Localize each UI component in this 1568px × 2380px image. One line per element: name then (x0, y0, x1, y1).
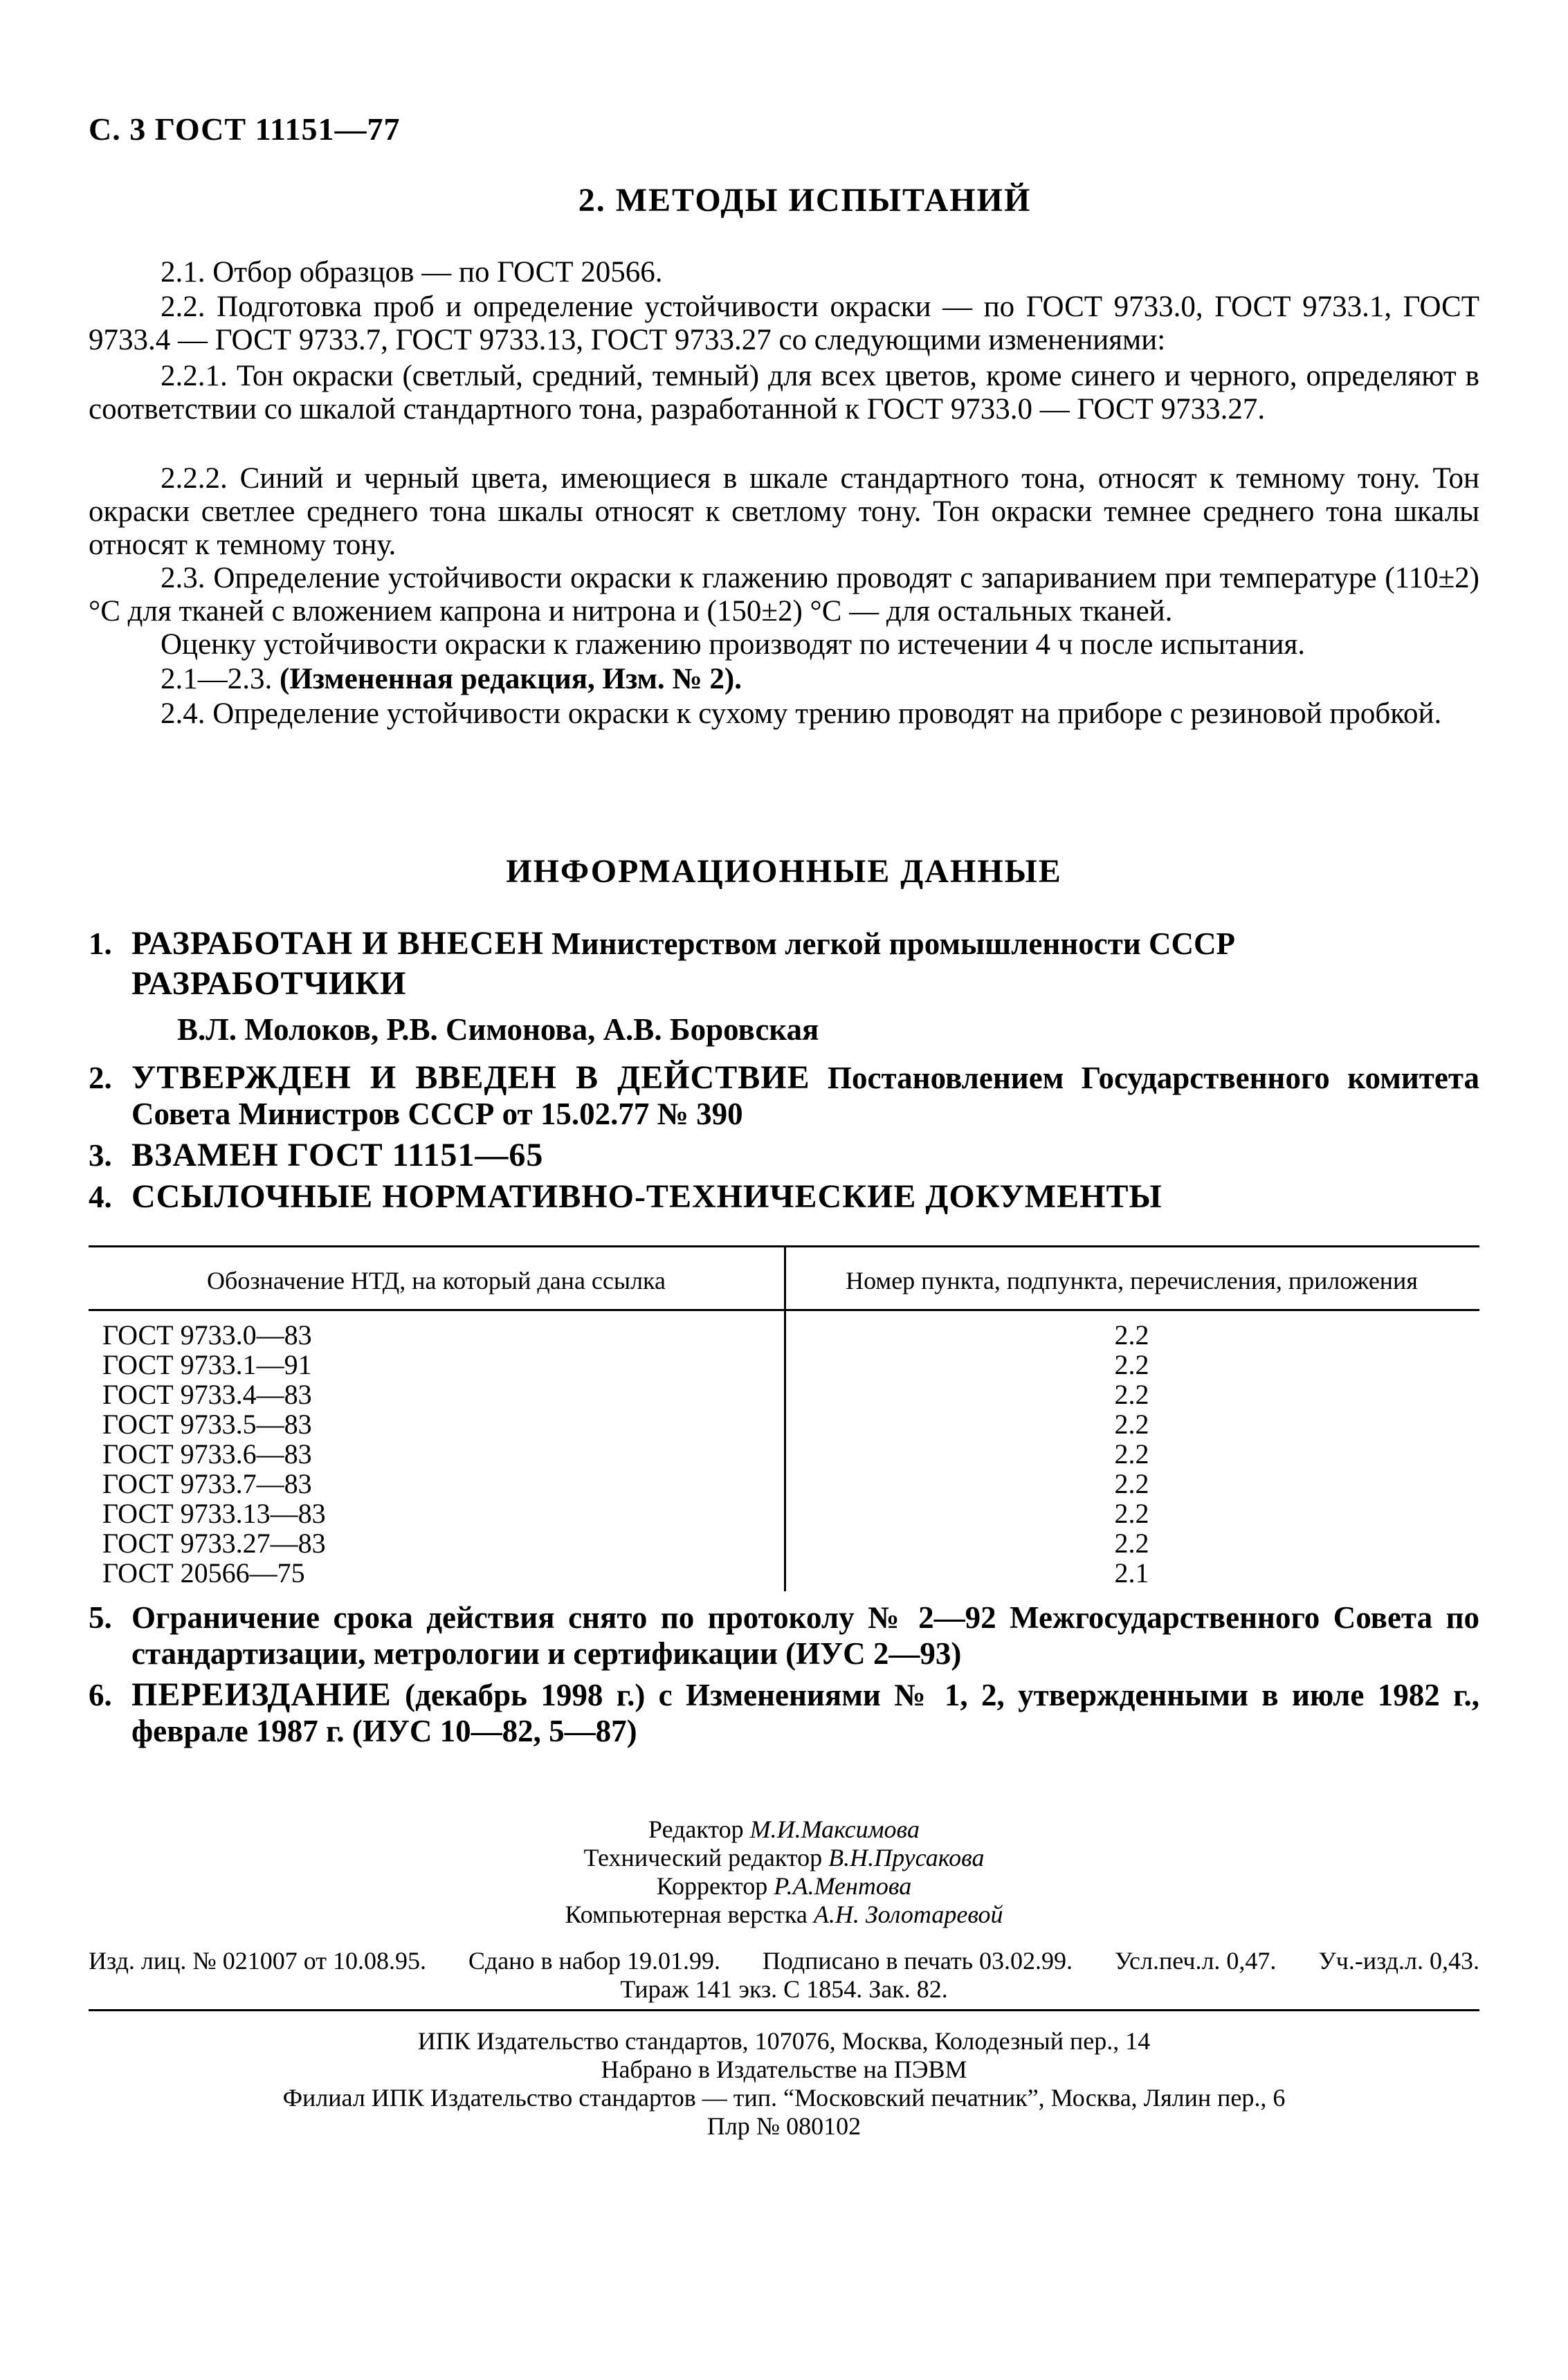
info-item-caption: ВЗАМЕН ГОСТ 11151—65 (131, 1137, 544, 1173)
info-item-text: (декабрь 1998 г.) с Изменениями № 1, 2, утвержденными в июле 1982 г., феврале 1987 г. (ИУС 10—82, 5—87) (131, 1678, 1479, 1748)
imprint-set: Сдано в набор 19.01.99. (468, 1947, 721, 1975)
publisher-line: Плр № 080102 (706, 2112, 862, 2140)
info-item-number: 2. (89, 1061, 112, 1095)
developers-names: В.Л. Молоков, Р.В. Симонова, А.В. Боровская (177, 1012, 819, 1047)
paragraph-amendment (89, 663, 1479, 696)
imprint-block (89, 1947, 1479, 2004)
table-row-doc: ГОСТ 9733.4—83 (102, 1379, 312, 1410)
info-item-number: 1. (89, 926, 112, 961)
table-row-doc: ГОСТ 9733.7—83 (102, 1468, 312, 1499)
imprint-license: Изд. лиц. № 021007 от 10.08.95. (89, 1947, 426, 1975)
amendment-note: (Измененная редакция, Изм. № 2). (280, 663, 742, 695)
publisher-line: Набрано в Издательстве на ПЭВМ (601, 2056, 967, 2083)
info-item-number: 6. (89, 1678, 112, 1712)
imprint-print-sheets: Усл.печ.л. 0,47. (1114, 1947, 1277, 1975)
table-row-doc: ГОСТ 9733.0—83 (102, 1319, 312, 1351)
table-column-references (784, 1320, 1479, 1588)
imprint-pub-sheets: Уч.-изд.л. 0,43. (1318, 1947, 1479, 1975)
imprint-run: Тираж 141 экз. С 1854. Зак. 82. (620, 1975, 948, 2003)
section-title-info: ИНФОРМАЦИОННЫЕ ДАННЫЕ (506, 853, 1062, 890)
table-row-ref: 2.2 (1114, 1468, 1149, 1499)
info-item-caption: ССЫЛОЧНЫЕ НОРМАТИВНО-ТЕХНИЧЕСКИЕ ДОКУМЕНТЫ (131, 1178, 1163, 1215)
paragraph-2-3: 2.3. Определение устойчивости окраски к глажению проводят с запариванием при температуре (110±2) °С для тканей с вложением капрона и нитрона и (150±2) °С — для остальных тканей. (89, 562, 1479, 628)
publisher-line: Филиал ИПК Издательство стандартов — тип. “Московский печатник”, Москва, Лялин пер., 6 (282, 2084, 1286, 2112)
info-item-2 (89, 1060, 1479, 1132)
credit-name: А.Н. Золотаревой (813, 1901, 1003, 1928)
publisher-block (0, 2027, 1568, 2141)
table-header-rule (89, 1309, 1479, 1311)
table-row-ref: 2.2 (1114, 1409, 1149, 1440)
table-row-ref: 2.2 (1114, 1438, 1149, 1470)
table-header-reference: Номер пункта, подпункта, перечисления, приложения (846, 1267, 1418, 1294)
info-item-5 (89, 1600, 1479, 1672)
table-row-doc: ГОСТ 9733.13—83 (102, 1498, 326, 1529)
paragraph-2-2-2: 2.2.2. Синий и черный цвета, имеющиеся в шкале стандартного тона, относят к темному тону. Тон окраски светлее среднего тона шкалы относят к светлому тону. Тон окраски темнее среднего тона шкалы относят к темному тону. (89, 462, 1479, 561)
paragraph-2-4: 2.4. Определение устойчивости окраски к сухому трению проводят на приборе с резиновой пробкой. (161, 697, 1442, 730)
table-row-ref: 2.2 (1114, 1528, 1149, 1559)
imprint-divider (89, 2009, 1479, 2011)
info-item-caption: РАЗРАБОТАН И ВНЕСЕН (131, 925, 544, 962)
credit-label: Компьютерная верстка (565, 1901, 814, 1928)
paragraph-2-1: 2.1. Отбор образцов — по ГОСТ 20566. (161, 256, 663, 289)
imprint-row (89, 1947, 1479, 1975)
credit-name: В.Н.Прусакова (828, 1844, 985, 1871)
table-row-doc: ГОСТ 9733.5—83 (102, 1409, 312, 1440)
info-item-number: 4. (89, 1180, 112, 1214)
credit-name: Р.А.Ментова (774, 1872, 912, 1900)
credit-layout (0, 1901, 1568, 1929)
info-item-caption: ПЕРЕИЗДАНИЕ (131, 1676, 392, 1713)
info-item-number: 3. (89, 1138, 112, 1173)
info-item-number: 5. (89, 1600, 112, 1635)
page-header: С. 3 ГОСТ 11151—77 (89, 111, 401, 147)
credit-editor (0, 1815, 1568, 1844)
amendment-ref: 2.1—2.3. (161, 663, 280, 695)
table-row-doc: ГОСТ 9733.6—83 (102, 1438, 312, 1470)
table-column-documents (102, 1320, 725, 1588)
info-item-3 (89, 1137, 1479, 1173)
credit-label: Корректор (656, 1872, 774, 1900)
table-row-ref: 2.2 (1114, 1498, 1149, 1529)
info-item-caption: УТВЕРЖДЕН И ВВЕДЕН В ДЕЙСТВИЕ (131, 1059, 810, 1096)
credits-block (0, 1815, 1568, 1929)
info-item-6 (89, 1677, 1479, 1749)
table-row-doc: ГОСТ 20566—75 (102, 1557, 305, 1589)
table-row-ref: 2.1 (1114, 1557, 1149, 1589)
paragraph-2-2: 2.2. Подготовка проб и определение устойчивости окраски — по ГОСТ 9733.0, ГОСТ 9733.1, ГОСТ 9733.4 — ГОСТ 9733.7, ГОСТ 9733.13, ГОСТ 9733.27 со следующими изменениями: (89, 291, 1479, 356)
info-item-4 (89, 1179, 1479, 1215)
info-item-1 (89, 926, 1479, 1047)
developers-caption: РАЗРАБОТЧИКИ (131, 965, 407, 1002)
credit-label: Технический редактор (583, 1844, 829, 1871)
credit-label: Редактор (648, 1815, 750, 1843)
info-item-text: Ограничение срока действия снято по протоколу № 2—92 Межгосударственного Совета по стандартизации, метрологии и сертификации (ИУС 2—93) (131, 1600, 1479, 1671)
credit-corrector (0, 1872, 1568, 1901)
table-row-doc: ГОСТ 9733.27—83 (102, 1528, 326, 1559)
table-row-ref: 2.2 (1114, 1349, 1149, 1380)
info-item-text: Постановлением Государственного комитета Совета Министров СССР от 15.02.77 № 390 (131, 1061, 1479, 1131)
info-item-text: Министерством легкой промышленности СССР (543, 926, 1235, 961)
credit-name: М.И.Максимова (749, 1815, 920, 1843)
paragraph-2-2-1: 2.2.1. Тон окраски (светлый, средний, темный) для всех цветов, кроме синего и черного, определяют в соответствии со шкалой стандартного тона, разработанной к ГОСТ 9733.0 — ГОСТ 9733.27. (89, 360, 1479, 425)
imprint-signed: Подписано в печать 03.02.99. (762, 1947, 1073, 1975)
table-row-ref: 2.2 (1114, 1379, 1149, 1410)
section-title-methods: 2. МЕТОДЫ ИСПЫТАНИЙ (578, 182, 1032, 219)
table-header-document: Обозначение НТД, на который дана ссылка (207, 1267, 666, 1294)
table-row-ref: 2.2 (1114, 1319, 1149, 1351)
table-row-doc: ГОСТ 9733.1—91 (102, 1349, 312, 1380)
credit-tech-editor (0, 1844, 1568, 1872)
publisher-line: ИПК Издательство стандартов, 107076, Москва, Колодезный пер., 14 (417, 2027, 1151, 2055)
paragraph-2-3-note: Оценку устойчивости окраски к глажению производят по истечении 4 ч после испытания. (161, 628, 1306, 661)
